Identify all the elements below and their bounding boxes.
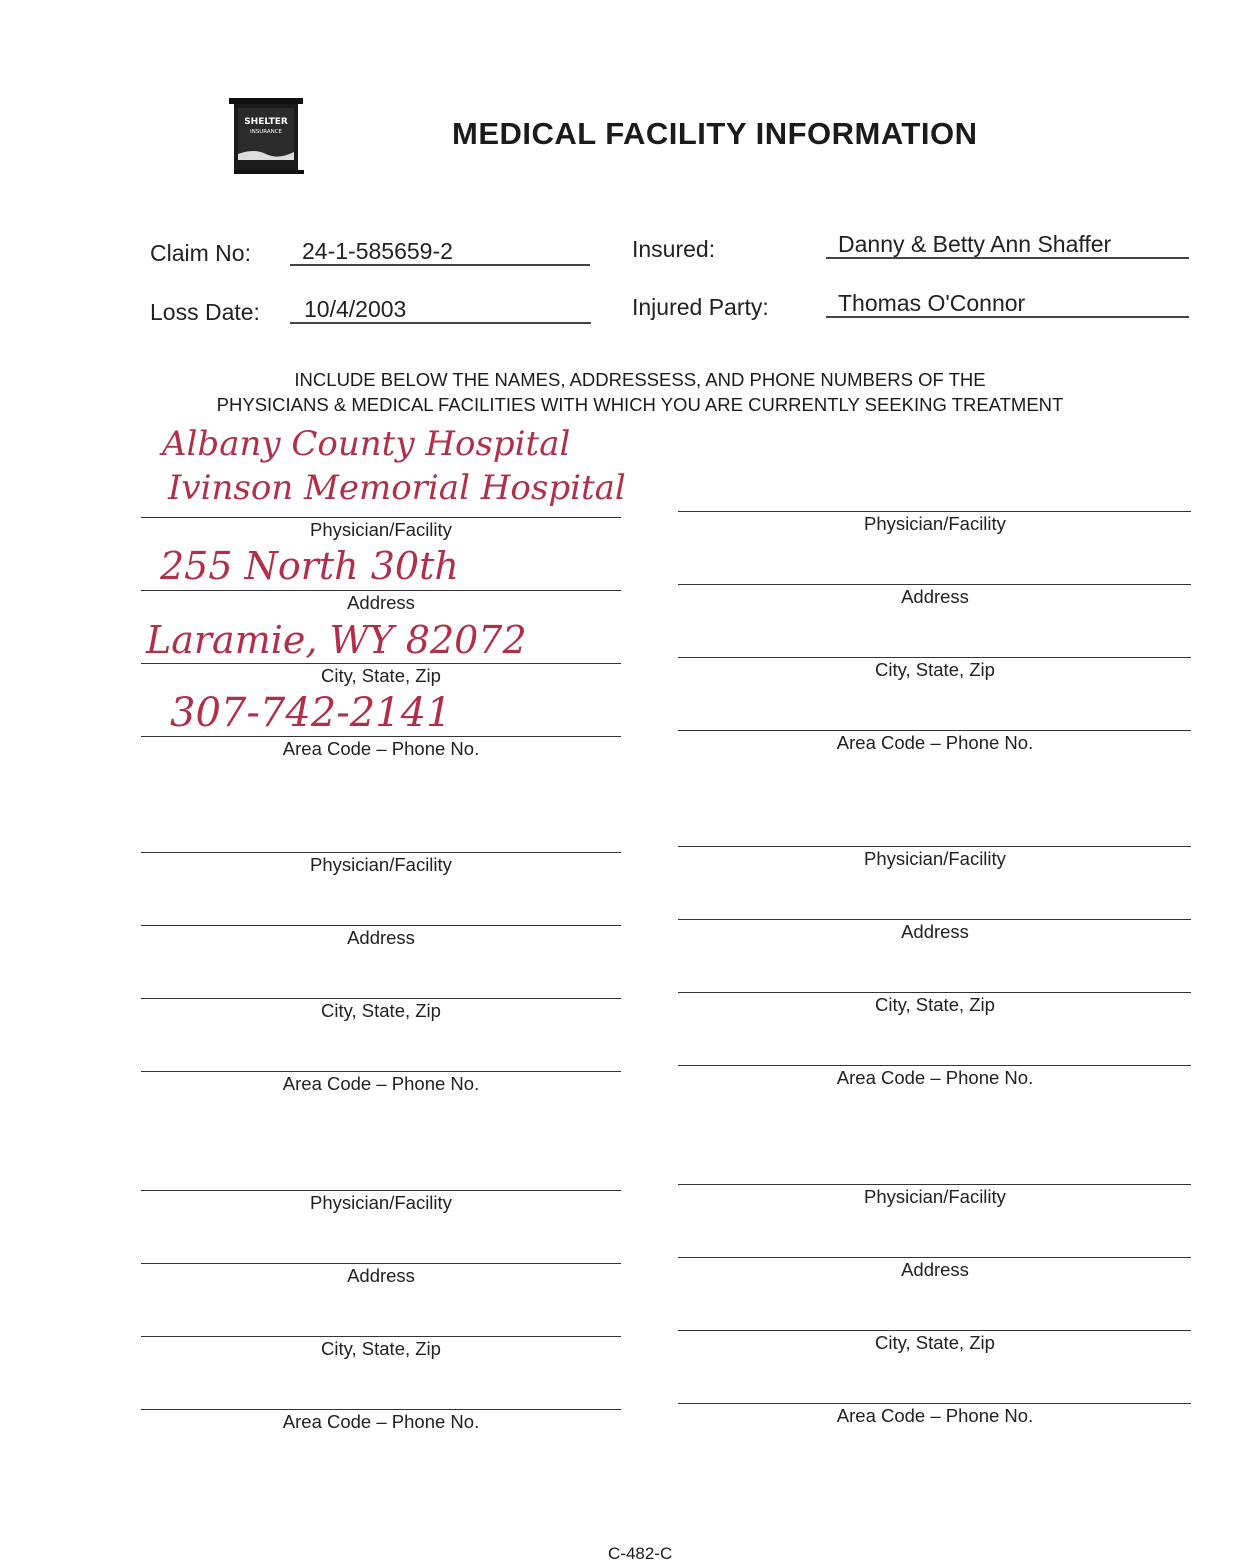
facility-label: Physician/Facility xyxy=(864,1186,1006,1207)
instructions-line-1: INCLUDE BELOW THE NAMES, ADDRESSESS, AND PHONE NUMBERS OF THE xyxy=(294,369,986,390)
phone-label: Area Code – Phone No. xyxy=(282,738,480,759)
address-label: Address xyxy=(901,1259,969,1280)
entry-2-left-facility-line xyxy=(141,852,621,853)
entry-3-right-address-line xyxy=(678,1257,1191,1258)
claim-no-line xyxy=(290,264,590,266)
handwritten-address: 255 North 30th xyxy=(160,544,459,588)
insured-line xyxy=(826,257,1189,259)
entry-2-right-city-state-zip-line xyxy=(678,992,1191,993)
phone-label: Area Code – Phone No. xyxy=(836,732,1034,753)
injured-party-line xyxy=(826,316,1189,318)
handwritten-facility-2: Ivinson Memorial Hospital xyxy=(168,468,626,508)
entry-1-right-phone-line xyxy=(678,730,1191,731)
insured-label: Insured: xyxy=(632,236,716,262)
shelter-insurance-logo xyxy=(226,96,308,176)
entry-1-left-facility-line xyxy=(141,517,621,518)
city-state-zip-label: City, State, Zip xyxy=(321,1338,441,1359)
claim-no-label: Claim No: xyxy=(150,240,251,266)
address-label: Address xyxy=(901,586,969,607)
entry-2-right-phone-line xyxy=(678,1065,1191,1066)
city-state-zip-label: City, State, Zip xyxy=(875,659,995,680)
entry-3-right-facility-line xyxy=(678,1184,1191,1185)
entry-2-left-city-state-zip-line xyxy=(141,998,621,999)
loss-date-value: 10/4/2003 xyxy=(304,296,407,322)
entry-3-left-address-line xyxy=(141,1263,621,1264)
entry-2-right-facility-line xyxy=(678,846,1191,847)
address-label: Address xyxy=(347,592,415,613)
city-state-zip-label: City, State, Zip xyxy=(875,994,995,1015)
form-title: MEDICAL FACILITY INFORMATION xyxy=(452,116,978,151)
entry-1-right-city-state-zip-line xyxy=(678,657,1191,658)
phone-label: Area Code – Phone No. xyxy=(282,1411,480,1432)
handwritten-facility-1: Albany County Hospital xyxy=(162,424,571,464)
facility-label: Physician/Facility xyxy=(310,854,452,875)
entry-3-right-phone-line xyxy=(678,1403,1191,1404)
entry-2-left-address-line xyxy=(141,925,621,926)
loss-date-label: Loss Date: xyxy=(150,299,260,325)
facility-label: Physician/Facility xyxy=(864,848,1006,869)
address-label: Address xyxy=(901,921,969,942)
entry-3-left-facility-line xyxy=(141,1190,621,1191)
instructions-line-2: PHYSICIANS & MEDICAL FACILITIES WITH WHICH YOU ARE CURRENTLY SEEKING TREATMENT xyxy=(216,394,1064,415)
phone-label: Area Code – Phone No. xyxy=(836,1067,1034,1088)
city-state-zip-label: City, State, Zip xyxy=(321,1000,441,1021)
entry-3-left-city-state-zip-line xyxy=(141,1336,621,1337)
entry-2-right-address-line xyxy=(678,919,1191,920)
address-label: Address xyxy=(347,1265,415,1286)
entry-1-right-facility-line xyxy=(678,511,1191,512)
city-state-zip-label: City, State, Zip xyxy=(875,1332,995,1353)
facility-label: Physician/Facility xyxy=(310,519,452,540)
facility-label: Physician/Facility xyxy=(310,1192,452,1213)
entry-1-left-city-state-zip-line xyxy=(141,663,621,664)
handwritten-phone: 307-742-2141 xyxy=(170,690,452,736)
loss-date-line xyxy=(290,322,591,324)
entry-1-left-phone-line xyxy=(141,736,621,737)
handwritten-city: Laramie, WY 82072 xyxy=(146,618,527,662)
injured-party-label: Injured Party: xyxy=(632,294,769,320)
address-label: Address xyxy=(347,927,415,948)
entry-2-left-phone-line xyxy=(141,1071,621,1072)
entry-3-right-city-state-zip-line xyxy=(678,1330,1191,1331)
insured-value: Danny & Betty Ann Shaffer xyxy=(838,231,1112,257)
entry-1-right-address-line xyxy=(678,584,1191,585)
entry-1-left-address-line xyxy=(141,590,621,591)
injured-party-value: Thomas O'Connor xyxy=(838,290,1026,316)
city-state-zip-label: City, State, Zip xyxy=(321,665,441,686)
facility-label: Physician/Facility xyxy=(864,513,1006,534)
svg-text:INSURANCE: INSURANCE xyxy=(249,129,283,135)
phone-label: Area Code – Phone No. xyxy=(836,1405,1034,1426)
phone-label: Area Code – Phone No. xyxy=(282,1073,480,1094)
entry-3-left-phone-line xyxy=(141,1409,621,1410)
claim-no-value: 24-1-585659-2 xyxy=(302,238,453,264)
svg-text:SHELTER: SHELTER xyxy=(244,117,288,127)
form-number: C-482-C xyxy=(608,1544,673,1563)
